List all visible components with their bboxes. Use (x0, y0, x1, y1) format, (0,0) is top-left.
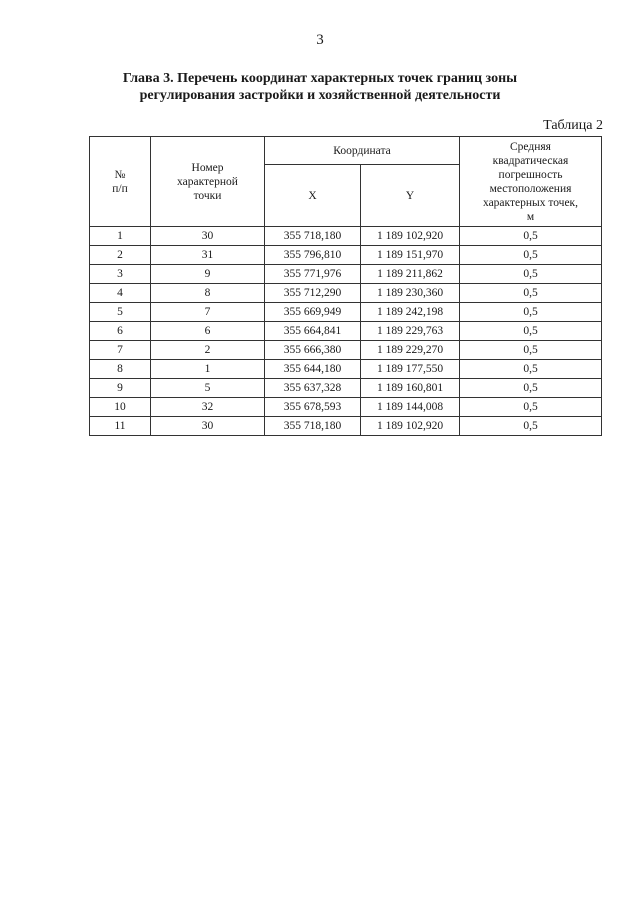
header-coordinate-label: Координата (333, 144, 391, 157)
chapter-title (90, 70, 550, 104)
page-number: 3 (316, 32, 324, 48)
y-cell: 1 189 102,920 (361, 227, 460, 246)
coordinates-table (89, 136, 602, 436)
y-cell: 1 189 230,360 (361, 284, 460, 303)
error-cell: 0,5 (460, 398, 602, 417)
error-cell: 0,5 (460, 341, 602, 360)
table-row (90, 284, 602, 303)
header-row-number (90, 137, 151, 227)
row-number-cell: 4 (90, 284, 151, 303)
row-number-cell: 7 (90, 341, 151, 360)
table-row (90, 303, 602, 322)
y-cell: 1 189 102,920 (361, 417, 460, 436)
x-cell: 355 678,593 (265, 398, 361, 417)
table-row (90, 227, 602, 246)
header-error (460, 137, 602, 227)
table-row (90, 417, 602, 436)
x-cell: 355 637,328 (265, 379, 361, 398)
error-cell: 0,5 (460, 417, 602, 436)
x-cell: 355 666,380 (265, 341, 361, 360)
error-cell: 0,5 (460, 227, 602, 246)
table-header (90, 137, 602, 227)
error-cell: 0,5 (460, 322, 602, 341)
x-cell: 355 718,180 (265, 227, 361, 246)
header-point-number-label: Номер характерной точки (177, 161, 238, 202)
x-cell: 355 796,810 (265, 246, 361, 265)
table-row (90, 246, 602, 265)
header-x (265, 165, 361, 227)
header-y (361, 165, 460, 227)
table-row (90, 341, 602, 360)
x-cell: 355 664,841 (265, 322, 361, 341)
x-cell: 355 771,976 (265, 265, 361, 284)
point-number-cell: 30 (151, 417, 265, 436)
table-row (90, 322, 602, 341)
chapter-title-line-2: регулирования застройки и хозяйственной деятельности (139, 88, 501, 103)
y-cell: 1 189 144,008 (361, 398, 460, 417)
table-row (90, 379, 602, 398)
chapter-title-line-1: Глава 3. Перечень координат характерных точек границ зоны (122, 71, 518, 86)
row-number-cell: 5 (90, 303, 151, 322)
point-number-cell: 5 (151, 379, 265, 398)
y-cell: 1 189 151,970 (361, 246, 460, 265)
row-number-cell: 3 (90, 265, 151, 284)
header-point-number (151, 137, 265, 227)
error-cell: 0,5 (460, 265, 602, 284)
point-number-cell: 31 (151, 246, 265, 265)
error-cell: 0,5 (460, 303, 602, 322)
header-row-top (90, 137, 602, 165)
point-number-cell: 9 (151, 265, 265, 284)
point-number-cell: 30 (151, 227, 265, 246)
error-cell: 0,5 (460, 360, 602, 379)
point-number-cell: 8 (151, 284, 265, 303)
x-cell: 355 644,180 (265, 360, 361, 379)
x-cell: 355 718,180 (265, 417, 361, 436)
point-number-cell: 7 (151, 303, 265, 322)
header-y-label: Y (405, 189, 415, 202)
y-cell: 1 189 211,862 (361, 265, 460, 284)
y-cell: 1 189 229,763 (361, 322, 460, 341)
x-cell: 355 712,290 (265, 284, 361, 303)
x-cell: 355 669,949 (265, 303, 361, 322)
error-cell: 0,5 (460, 379, 602, 398)
row-number-cell: 9 (90, 379, 151, 398)
header-error-label: Средняя квадратическая погрешность местоположения характерных точек, м (482, 140, 579, 223)
error-cell: 0,5 (460, 284, 602, 303)
point-number-cell: 1 (151, 360, 265, 379)
header-coordinate (265, 137, 460, 165)
header-row-number-label: № п/п (112, 168, 128, 195)
row-number-cell: 6 (90, 322, 151, 341)
header-x-label: X (308, 189, 317, 202)
row-number-cell: 2 (90, 246, 151, 265)
error-cell: 0,5 (460, 246, 602, 265)
point-number-cell: 6 (151, 322, 265, 341)
table-row (90, 360, 602, 379)
y-cell: 1 189 229,270 (361, 341, 460, 360)
row-number-cell: 8 (90, 360, 151, 379)
y-cell: 1 189 160,801 (361, 379, 460, 398)
table-row (90, 265, 602, 284)
row-number-cell: 10 (90, 398, 151, 417)
row-number-cell: 11 (90, 417, 151, 436)
table-row (90, 398, 602, 417)
row-number-cell: 1 (90, 227, 151, 246)
y-cell: 1 189 242,198 (361, 303, 460, 322)
point-number-cell: 2 (151, 341, 265, 360)
table-body (90, 227, 602, 436)
point-number-cell: 32 (151, 398, 265, 417)
y-cell: 1 189 177,550 (361, 360, 460, 379)
table-label: Таблица 2 (543, 118, 603, 133)
